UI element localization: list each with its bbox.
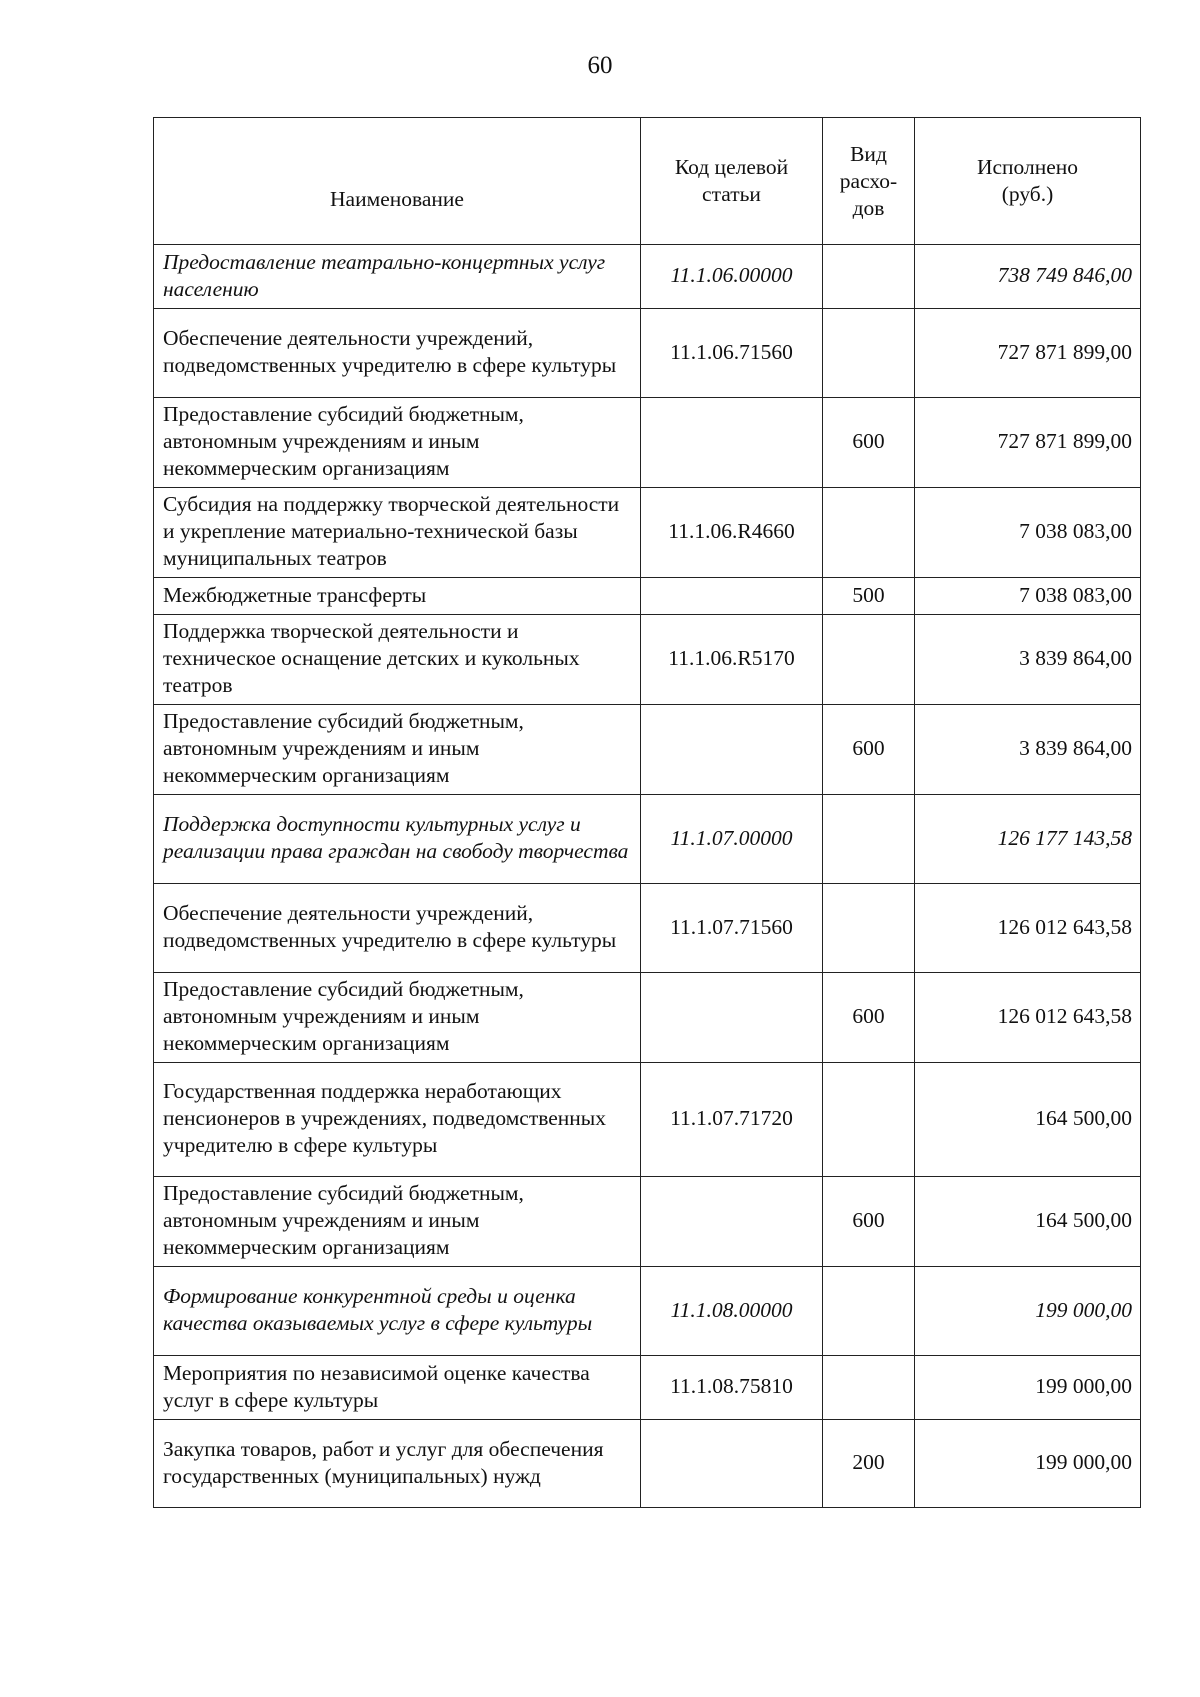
row-name-cell: Обеспечение деятельности учреждений, подведомственных учредителю в сфере культуры xyxy=(154,884,641,973)
header-name: Наименование xyxy=(154,118,641,245)
page-number: 60 xyxy=(587,52,613,79)
table-row xyxy=(154,1267,1141,1356)
row-name-cell: Субсидия на поддержку творческой деятельности и укрепление материально-технической базы муниципальных театров xyxy=(154,488,641,578)
row-type-cell xyxy=(823,615,915,705)
table-row xyxy=(154,309,1141,398)
row-amount-cell: 7 038 083,00 xyxy=(915,488,1141,578)
row-amount-cell: 199 000,00 xyxy=(915,1267,1141,1356)
row-name-cell: Мероприятия по независимой оценке качества услуг в сфере культуры xyxy=(154,1356,641,1420)
table-row xyxy=(154,705,1141,795)
row-name-cell: Предоставление театрально-концертных услуг населению xyxy=(154,245,641,309)
row-name-cell: Государственная поддержка неработающих пенсионеров в учреждениях, подведомственных учредителю в сфере культуры xyxy=(154,1063,641,1177)
row-amount-cell: 164 500,00 xyxy=(915,1063,1141,1177)
table-row xyxy=(154,1420,1141,1508)
row-code-cell xyxy=(641,398,823,488)
row-code-cell: 11.1.07.71720 xyxy=(641,1063,823,1177)
row-name-cell: Поддержка творческой деятельности и техническое оснащение детских и кукольных театров xyxy=(154,615,641,705)
table-row xyxy=(154,578,1141,615)
row-type-cell xyxy=(823,795,915,884)
table-body xyxy=(154,245,1141,1508)
row-name-cell: Межбюджетные трансферты xyxy=(154,578,641,615)
header-amount: Исполнено (руб.) xyxy=(915,118,1141,245)
table-row xyxy=(154,1356,1141,1420)
row-code-cell: 11.1.08.75810 xyxy=(641,1356,823,1420)
row-amount-cell: 126 177 143,58 xyxy=(915,795,1141,884)
table-row xyxy=(154,245,1141,309)
row-type-cell xyxy=(823,1267,915,1356)
row-name-cell: Формирование конкурентной среды и оценка качества оказываемых услуг в сфере культуры xyxy=(154,1267,641,1356)
row-amount-cell: 164 500,00 xyxy=(915,1177,1141,1267)
row-amount-cell: 7 038 083,00 xyxy=(915,578,1141,615)
table-row xyxy=(154,488,1141,578)
row-name-cell: Поддержка доступности культурных услуг и реализации права граждан на свободу творчества xyxy=(154,795,641,884)
table-row xyxy=(154,1177,1141,1267)
row-name-cell: Обеспечение деятельности учреждений, подведомственных учредителю в сфере культуры xyxy=(154,309,641,398)
row-type-cell xyxy=(823,488,915,578)
row-code-cell xyxy=(641,1420,823,1508)
row-amount-cell: 199 000,00 xyxy=(915,1356,1141,1420)
row-name-cell: Закупка товаров, работ и услуг для обеспечения государственных (муниципальных) нужд xyxy=(154,1420,641,1508)
row-type-cell: 200 xyxy=(823,1420,915,1508)
row-amount-cell: 199 000,00 xyxy=(915,1420,1141,1508)
table-row xyxy=(154,615,1141,705)
row-type-cell xyxy=(823,309,915,398)
row-name-cell: Предоставление субсидий бюджетным, автономным учреждениям и иным некоммерческим организациям xyxy=(154,973,641,1063)
row-code-cell: 11.1.06.R4660 xyxy=(641,488,823,578)
row-amount-cell: 727 871 899,00 xyxy=(915,309,1141,398)
row-code-cell xyxy=(641,578,823,615)
row-type-cell xyxy=(823,1356,915,1420)
row-amount-cell: 738 749 846,00 xyxy=(915,245,1141,309)
row-type-cell: 600 xyxy=(823,1177,915,1267)
row-code-cell: 11.1.07.71560 xyxy=(641,884,823,973)
row-code-cell: 11.1.06.71560 xyxy=(641,309,823,398)
table-header-row xyxy=(154,118,1141,245)
row-amount-cell: 3 839 864,00 xyxy=(915,615,1141,705)
table-row xyxy=(154,795,1141,884)
row-amount-cell: 727 871 899,00 xyxy=(915,398,1141,488)
row-type-cell: 600 xyxy=(823,398,915,488)
row-type-cell: 600 xyxy=(823,705,915,795)
row-name-cell: Предоставление субсидий бюджетным, автономным учреждениям и иным некоммерческим организациям xyxy=(154,1177,641,1267)
row-code-cell: 11.1.06.R5170 xyxy=(641,615,823,705)
budget-table xyxy=(153,117,1141,1508)
row-code-cell: 11.1.07.00000 xyxy=(641,795,823,884)
header-type: Вид расхо-дов xyxy=(823,118,915,245)
row-amount-cell: 3 839 864,00 xyxy=(915,705,1141,795)
row-type-cell xyxy=(823,245,915,309)
row-type-cell: 600 xyxy=(823,973,915,1063)
row-type-cell xyxy=(823,1063,915,1177)
row-code-cell xyxy=(641,1177,823,1267)
row-type-cell xyxy=(823,884,915,973)
row-amount-cell: 126 012 643,58 xyxy=(915,973,1141,1063)
row-code-cell xyxy=(641,973,823,1063)
table-row xyxy=(154,973,1141,1063)
header-code: Код целевой статьи xyxy=(641,118,823,245)
row-type-cell: 500 xyxy=(823,578,915,615)
row-name-cell: Предоставление субсидий бюджетным, автономным учреждениям и иным некоммерческим организациям xyxy=(154,398,641,488)
table-row xyxy=(154,398,1141,488)
row-code-cell: 11.1.06.00000 xyxy=(641,245,823,309)
row-name-cell: Предоставление субсидий бюджетным, автономным учреждениям и иным некоммерческим организациям xyxy=(154,705,641,795)
row-amount-cell: 126 012 643,58 xyxy=(915,884,1141,973)
table-row xyxy=(154,1063,1141,1177)
table-row xyxy=(154,884,1141,973)
row-code-cell: 11.1.08.00000 xyxy=(641,1267,823,1356)
row-code-cell xyxy=(641,705,823,795)
